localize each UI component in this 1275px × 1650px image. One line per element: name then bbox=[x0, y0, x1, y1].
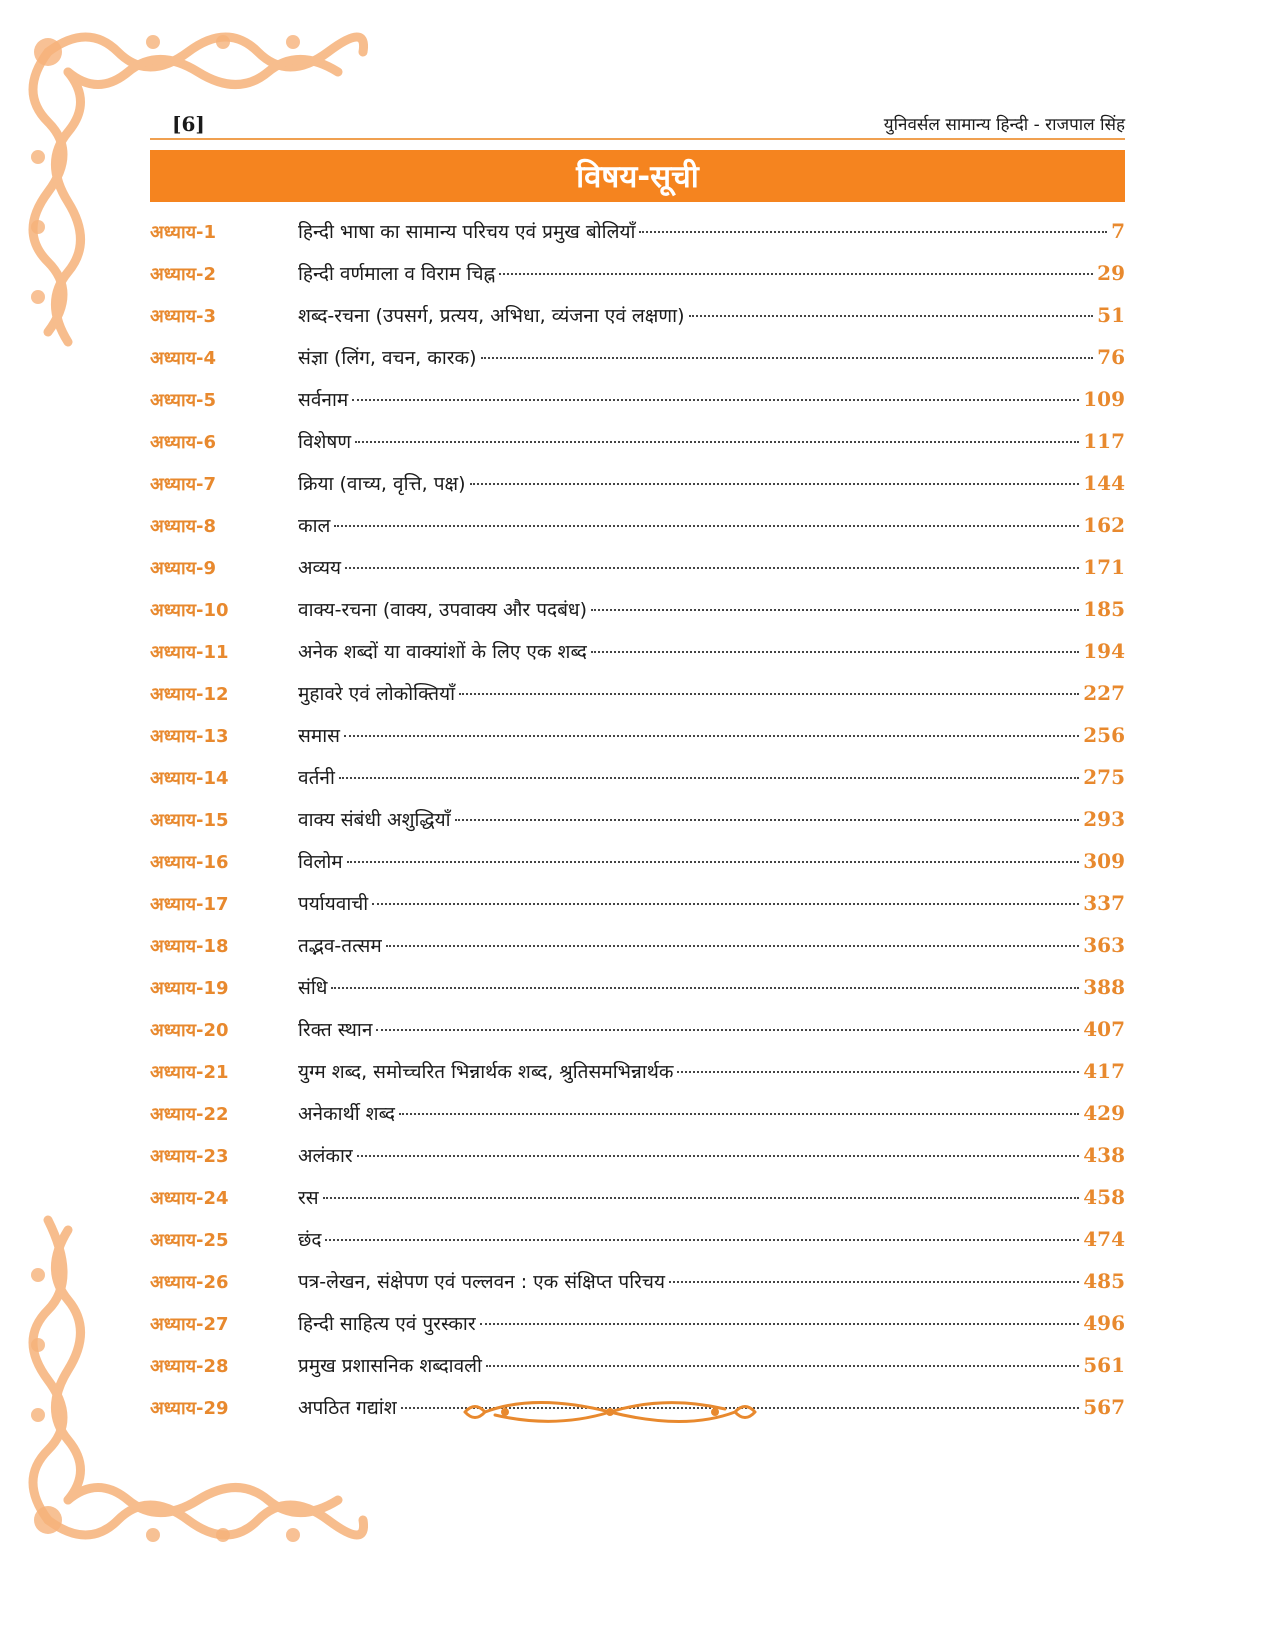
chapter-number: अध्याय-5 bbox=[150, 390, 217, 411]
chapter-title: रिक्त स्थान bbox=[298, 1019, 373, 1041]
chapter-title: पर्यायवाची bbox=[298, 893, 369, 915]
page-ref: 417 bbox=[1083, 1059, 1125, 1083]
page-ref: 144 bbox=[1083, 471, 1125, 495]
dot-leader bbox=[591, 651, 1079, 653]
chapter-number: अध्याय-14 bbox=[150, 768, 229, 789]
title-banner bbox=[150, 150, 1125, 202]
chapter-title: संधि bbox=[298, 977, 328, 999]
page-ref: 194 bbox=[1083, 639, 1125, 663]
dot-leader bbox=[499, 273, 1093, 275]
chapter-number: अध्याय-11 bbox=[150, 642, 229, 663]
page-ref: 109 bbox=[1083, 387, 1125, 411]
page-ref: 496 bbox=[1083, 1311, 1125, 1335]
toc-entry bbox=[150, 428, 1125, 470]
page-number: [6] bbox=[172, 112, 205, 136]
page-ref: 256 bbox=[1083, 723, 1125, 747]
toc-entry bbox=[150, 1058, 1125, 1100]
page-ref: 567 bbox=[1083, 1395, 1125, 1419]
toc-entry bbox=[150, 932, 1125, 974]
page-ref: 363 bbox=[1083, 933, 1125, 957]
page-ref: 561 bbox=[1083, 1353, 1125, 1377]
dot-leader bbox=[352, 399, 1079, 401]
page-ref: 171 bbox=[1083, 555, 1125, 579]
chapter-title: अनेकार्थी शब्द bbox=[298, 1103, 396, 1125]
chapter-number: अध्याय-10 bbox=[150, 600, 229, 621]
page-ref: 458 bbox=[1083, 1185, 1125, 1209]
chapter-number: अध्याय-6 bbox=[150, 432, 217, 453]
chapter-title: रस bbox=[298, 1187, 319, 1209]
chapter-number: अध्याय-19 bbox=[150, 978, 229, 999]
page-ref: 7 bbox=[1111, 219, 1125, 243]
page-ref: 438 bbox=[1083, 1143, 1125, 1167]
dot-leader bbox=[481, 357, 1094, 359]
toc-entry bbox=[150, 1184, 1125, 1226]
toc-entry bbox=[150, 1142, 1125, 1184]
chapter-title: हिन्दी साहित्य एवं पुरस्कार bbox=[298, 1313, 476, 1335]
toc-entry bbox=[150, 1016, 1125, 1058]
dot-leader bbox=[455, 819, 1080, 821]
toc-entry bbox=[150, 260, 1125, 302]
toc-entry bbox=[150, 722, 1125, 764]
chapter-title: समास bbox=[298, 725, 340, 747]
dot-leader bbox=[325, 1239, 1079, 1241]
chapter-number: अध्याय-3 bbox=[150, 306, 217, 327]
page-ref: 162 bbox=[1083, 513, 1125, 537]
chapter-number: अध्याय-8 bbox=[150, 516, 217, 537]
dot-leader bbox=[480, 1323, 1080, 1325]
page-ref: 227 bbox=[1083, 681, 1125, 705]
page-ref: 309 bbox=[1083, 849, 1125, 873]
chapter-title: अपठित गद्यांश bbox=[298, 1397, 397, 1419]
chapter-number: अध्याय-1 bbox=[150, 222, 217, 243]
chapter-title: युग्म शब्द, समोच्चरित भिन्नार्थक शब्द, श्रुतिसमभिन्नार्थक bbox=[298, 1061, 674, 1083]
toc-entry bbox=[150, 890, 1125, 932]
chapter-title: अलंकार bbox=[298, 1145, 353, 1167]
chapter-number: अध्याय-26 bbox=[150, 1272, 229, 1293]
page-ref: 51 bbox=[1097, 303, 1125, 327]
dot-leader bbox=[669, 1281, 1079, 1283]
toc-entry bbox=[150, 1310, 1125, 1352]
toc-entry bbox=[150, 680, 1125, 722]
page-ref: 429 bbox=[1083, 1101, 1125, 1125]
chapter-number: अध्याय-15 bbox=[150, 810, 229, 831]
chapter-title: वाक्य-रचना (वाक्य, उपवाक्य और पदबंध) bbox=[298, 599, 588, 621]
book-title: युनिवर्सल सामान्य हिन्दी - राजपाल सिंह bbox=[883, 115, 1125, 135]
toc-entry bbox=[150, 1226, 1125, 1268]
chapter-title: काल bbox=[298, 515, 331, 537]
chapter-number: अध्याय-25 bbox=[150, 1230, 229, 1251]
chapter-number: अध्याय-28 bbox=[150, 1356, 229, 1377]
chapter-number: अध्याय-23 bbox=[150, 1146, 229, 1167]
toc-entry bbox=[150, 974, 1125, 1016]
toc-entry bbox=[150, 1100, 1125, 1142]
page-ref: 474 bbox=[1083, 1227, 1125, 1251]
dot-leader bbox=[345, 567, 1079, 569]
toc-entry bbox=[150, 1352, 1125, 1394]
dot-leader bbox=[323, 1197, 1080, 1199]
dot-leader bbox=[689, 315, 1094, 317]
toc-entry bbox=[150, 512, 1125, 554]
chapter-number: अध्याय-16 bbox=[150, 852, 229, 873]
chapter-title: प्रमुख प्रशासनिक शब्दावली bbox=[298, 1355, 482, 1377]
dot-leader bbox=[339, 777, 1079, 779]
page-ref: 388 bbox=[1083, 975, 1125, 999]
chapter-title: क्रिया (वाच्य, वृत्ति, पक्ष) bbox=[298, 473, 466, 495]
table-of-contents bbox=[150, 218, 1125, 1436]
toc-entry bbox=[150, 470, 1125, 512]
chapter-title: हिन्दी भाषा का सामान्य परिचय एवं प्रमुख बोलियाँ bbox=[298, 221, 636, 243]
toc-entry bbox=[150, 764, 1125, 806]
page-title: विषय-सूची bbox=[576, 159, 699, 195]
toc-entry bbox=[150, 218, 1125, 260]
chapter-title: मुहावरे एवं लोकोक्तियाँ bbox=[298, 683, 456, 705]
dot-leader bbox=[376, 1029, 1079, 1031]
page-ref: 293 bbox=[1083, 807, 1125, 831]
dot-leader bbox=[347, 861, 1080, 863]
page-ref: 275 bbox=[1083, 765, 1125, 789]
page-ref: 185 bbox=[1083, 597, 1125, 621]
chapter-title: अव्यय bbox=[298, 557, 342, 579]
dot-leader bbox=[386, 945, 1080, 947]
chapter-title: संज्ञा (लिंग, वचन, कारक) bbox=[298, 347, 477, 369]
chapter-title: तद्भव-तत्सम bbox=[298, 935, 382, 957]
chapter-title: पत्र-लेखन, संक्षेपण एवं पल्लवन : एक संक्षिप्त परिचय bbox=[298, 1271, 665, 1293]
toc-entry bbox=[150, 302, 1125, 344]
dot-leader bbox=[357, 1155, 1080, 1157]
page-ref: 76 bbox=[1097, 345, 1125, 369]
dot-leader bbox=[459, 693, 1079, 695]
flourish-divider-icon bbox=[455, 1395, 765, 1429]
chapter-title: विलोम bbox=[298, 851, 343, 873]
dot-leader bbox=[399, 1113, 1079, 1115]
chapter-number: अध्याय-24 bbox=[150, 1188, 229, 1209]
chapter-title: शब्द-रचना (उपसर्ग, प्रत्यय, अभिधा, व्यंजना एवं लक्षणा) bbox=[298, 305, 685, 327]
page-ref: 117 bbox=[1083, 429, 1125, 453]
chapter-number: अध्याय-22 bbox=[150, 1104, 229, 1125]
chapter-title: सर्वनाम bbox=[298, 389, 349, 411]
chapter-number: अध्याय-17 bbox=[150, 894, 229, 915]
chapter-number: अध्याय-20 bbox=[150, 1020, 229, 1041]
chapter-number: अध्याय-7 bbox=[150, 474, 217, 495]
chapter-number: अध्याय-2 bbox=[150, 264, 217, 285]
toc-entry bbox=[150, 1268, 1125, 1310]
chapter-title: छंद bbox=[298, 1229, 322, 1251]
dot-leader bbox=[470, 483, 1080, 485]
page-header bbox=[150, 108, 1125, 140]
chapter-title: वाक्य संबंधी अशुद्धियाँ bbox=[298, 809, 451, 831]
page-ref: 407 bbox=[1083, 1017, 1125, 1041]
chapter-number: अध्याय-29 bbox=[150, 1398, 229, 1419]
toc-entry bbox=[150, 848, 1125, 890]
toc-entry bbox=[150, 344, 1125, 386]
chapter-title: हिन्दी वर्णमाला व विराम चिह्न bbox=[298, 263, 496, 285]
chapter-number: अध्याय-21 bbox=[150, 1062, 229, 1083]
toc-entry bbox=[150, 596, 1125, 638]
chapter-title: अनेक शब्दों या वाक्यांशों के लिए एक शब्द bbox=[298, 641, 587, 663]
dot-leader bbox=[372, 903, 1079, 905]
toc-entry bbox=[150, 638, 1125, 680]
chapter-number: अध्याय-4 bbox=[150, 348, 217, 369]
toc-entry bbox=[150, 554, 1125, 596]
page-ref: 29 bbox=[1097, 261, 1125, 285]
dot-leader bbox=[639, 231, 1107, 233]
dot-leader bbox=[334, 525, 1079, 527]
toc-entry bbox=[150, 386, 1125, 428]
dot-leader bbox=[344, 735, 1079, 737]
chapter-number: अध्याय-27 bbox=[150, 1314, 229, 1335]
chapter-number: अध्याय-18 bbox=[150, 936, 229, 957]
dot-leader bbox=[677, 1071, 1079, 1073]
chapter-title: वर्तनी bbox=[298, 767, 335, 789]
dot-leader bbox=[486, 1365, 1079, 1367]
chapter-number: अध्याय-9 bbox=[150, 558, 217, 579]
dot-leader bbox=[591, 609, 1079, 611]
toc-entry bbox=[150, 806, 1125, 848]
dot-leader bbox=[331, 987, 1079, 989]
page-ref: 337 bbox=[1083, 891, 1125, 915]
chapter-title: विशेषण bbox=[298, 431, 352, 453]
dot-leader bbox=[355, 441, 1079, 443]
chapter-number: अध्याय-13 bbox=[150, 726, 229, 747]
page-ref: 485 bbox=[1083, 1269, 1125, 1293]
chapter-number: अध्याय-12 bbox=[150, 684, 229, 705]
